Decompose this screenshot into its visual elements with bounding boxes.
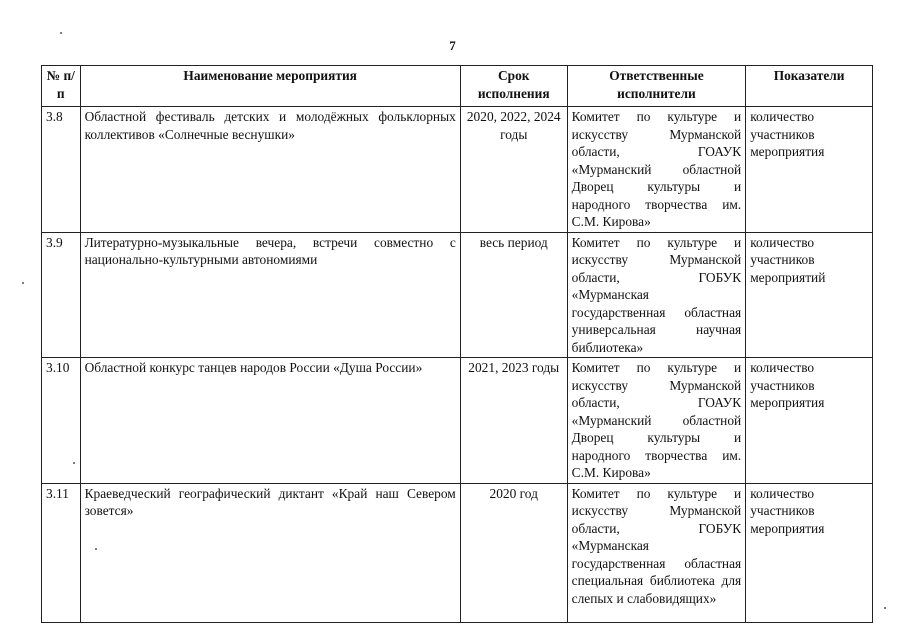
- table-row: [42, 232, 873, 358]
- table-header-row: [42, 66, 873, 107]
- cell-indicators: количество участников мероприятия: [746, 358, 873, 484]
- cell-indicators: количество участников мероприятия: [746, 107, 873, 233]
- cell-term: 2020, 2022, 2024 годы: [460, 107, 567, 233]
- scan-speck: [73, 462, 75, 464]
- scan-speck: [95, 548, 97, 550]
- header-term: Срок исполнения: [460, 66, 567, 107]
- header-responsible: Ответственные исполнители: [567, 66, 746, 107]
- cell-num: 3.10: [42, 358, 81, 484]
- scan-speck: [884, 607, 886, 609]
- cell-responsible: Комитет по культуре и искусству Мурманской области, ГОБУК «Мурманская государственная областная универсальная научная библиотека»: [567, 232, 746, 358]
- cell-indicators: количество участников мероприятия: [746, 483, 873, 622]
- scan-speck: [22, 282, 24, 284]
- cell-event-name: Областной фестиваль детских и молодёжных фольклорных коллективов «Солнечные веснушки»: [80, 107, 460, 233]
- cell-num: 3.9: [42, 232, 81, 358]
- header-indicators: Показатели: [746, 66, 873, 107]
- cell-event-name: Краеведческий географический диктант «Край наш Севером зовется»: [80, 483, 460, 622]
- cell-num: 3.11: [42, 483, 81, 622]
- scan-speck: [60, 32, 62, 34]
- cell-event-name: Литературно-музыкальные вечера, встречи совместно с национально-культурными автономиями: [80, 232, 460, 358]
- cell-indicators: количество участников мероприятий: [746, 232, 873, 358]
- cell-term: 2020 год: [460, 483, 567, 622]
- cell-responsible: Комитет по культуре и искусству Мурманской области, ГОБУК «Мурманская государственная областная специальная библиотека для слепых и слабовидящих»: [567, 483, 746, 622]
- table-row: [42, 358, 873, 484]
- cell-responsible: Комитет по культуре и искусству Мурманской области, ГОАУК «Мурманский областной Дворец культуры и народного творчества им. С.М. Кирова»: [567, 107, 746, 233]
- cell-event-name: Областной конкурс танцев народов России «Душа России»: [80, 358, 460, 484]
- header-num: № п/п: [42, 66, 81, 107]
- cell-term: весь период: [460, 232, 567, 358]
- table-row: [42, 107, 873, 233]
- table-row: [42, 483, 873, 622]
- cell-num: 3.8: [42, 107, 81, 233]
- events-table: [41, 65, 873, 623]
- cell-term: 2021, 2023 годы: [460, 358, 567, 484]
- header-name: Наименование мероприятия: [80, 66, 460, 107]
- cell-responsible: Комитет по культуре и искусству Мурманской области, ГОАУК «Мурманский областной Дворец культуры и народного творчества им. С.М. Кирова»: [567, 358, 746, 484]
- page-number: 7: [449, 38, 456, 53]
